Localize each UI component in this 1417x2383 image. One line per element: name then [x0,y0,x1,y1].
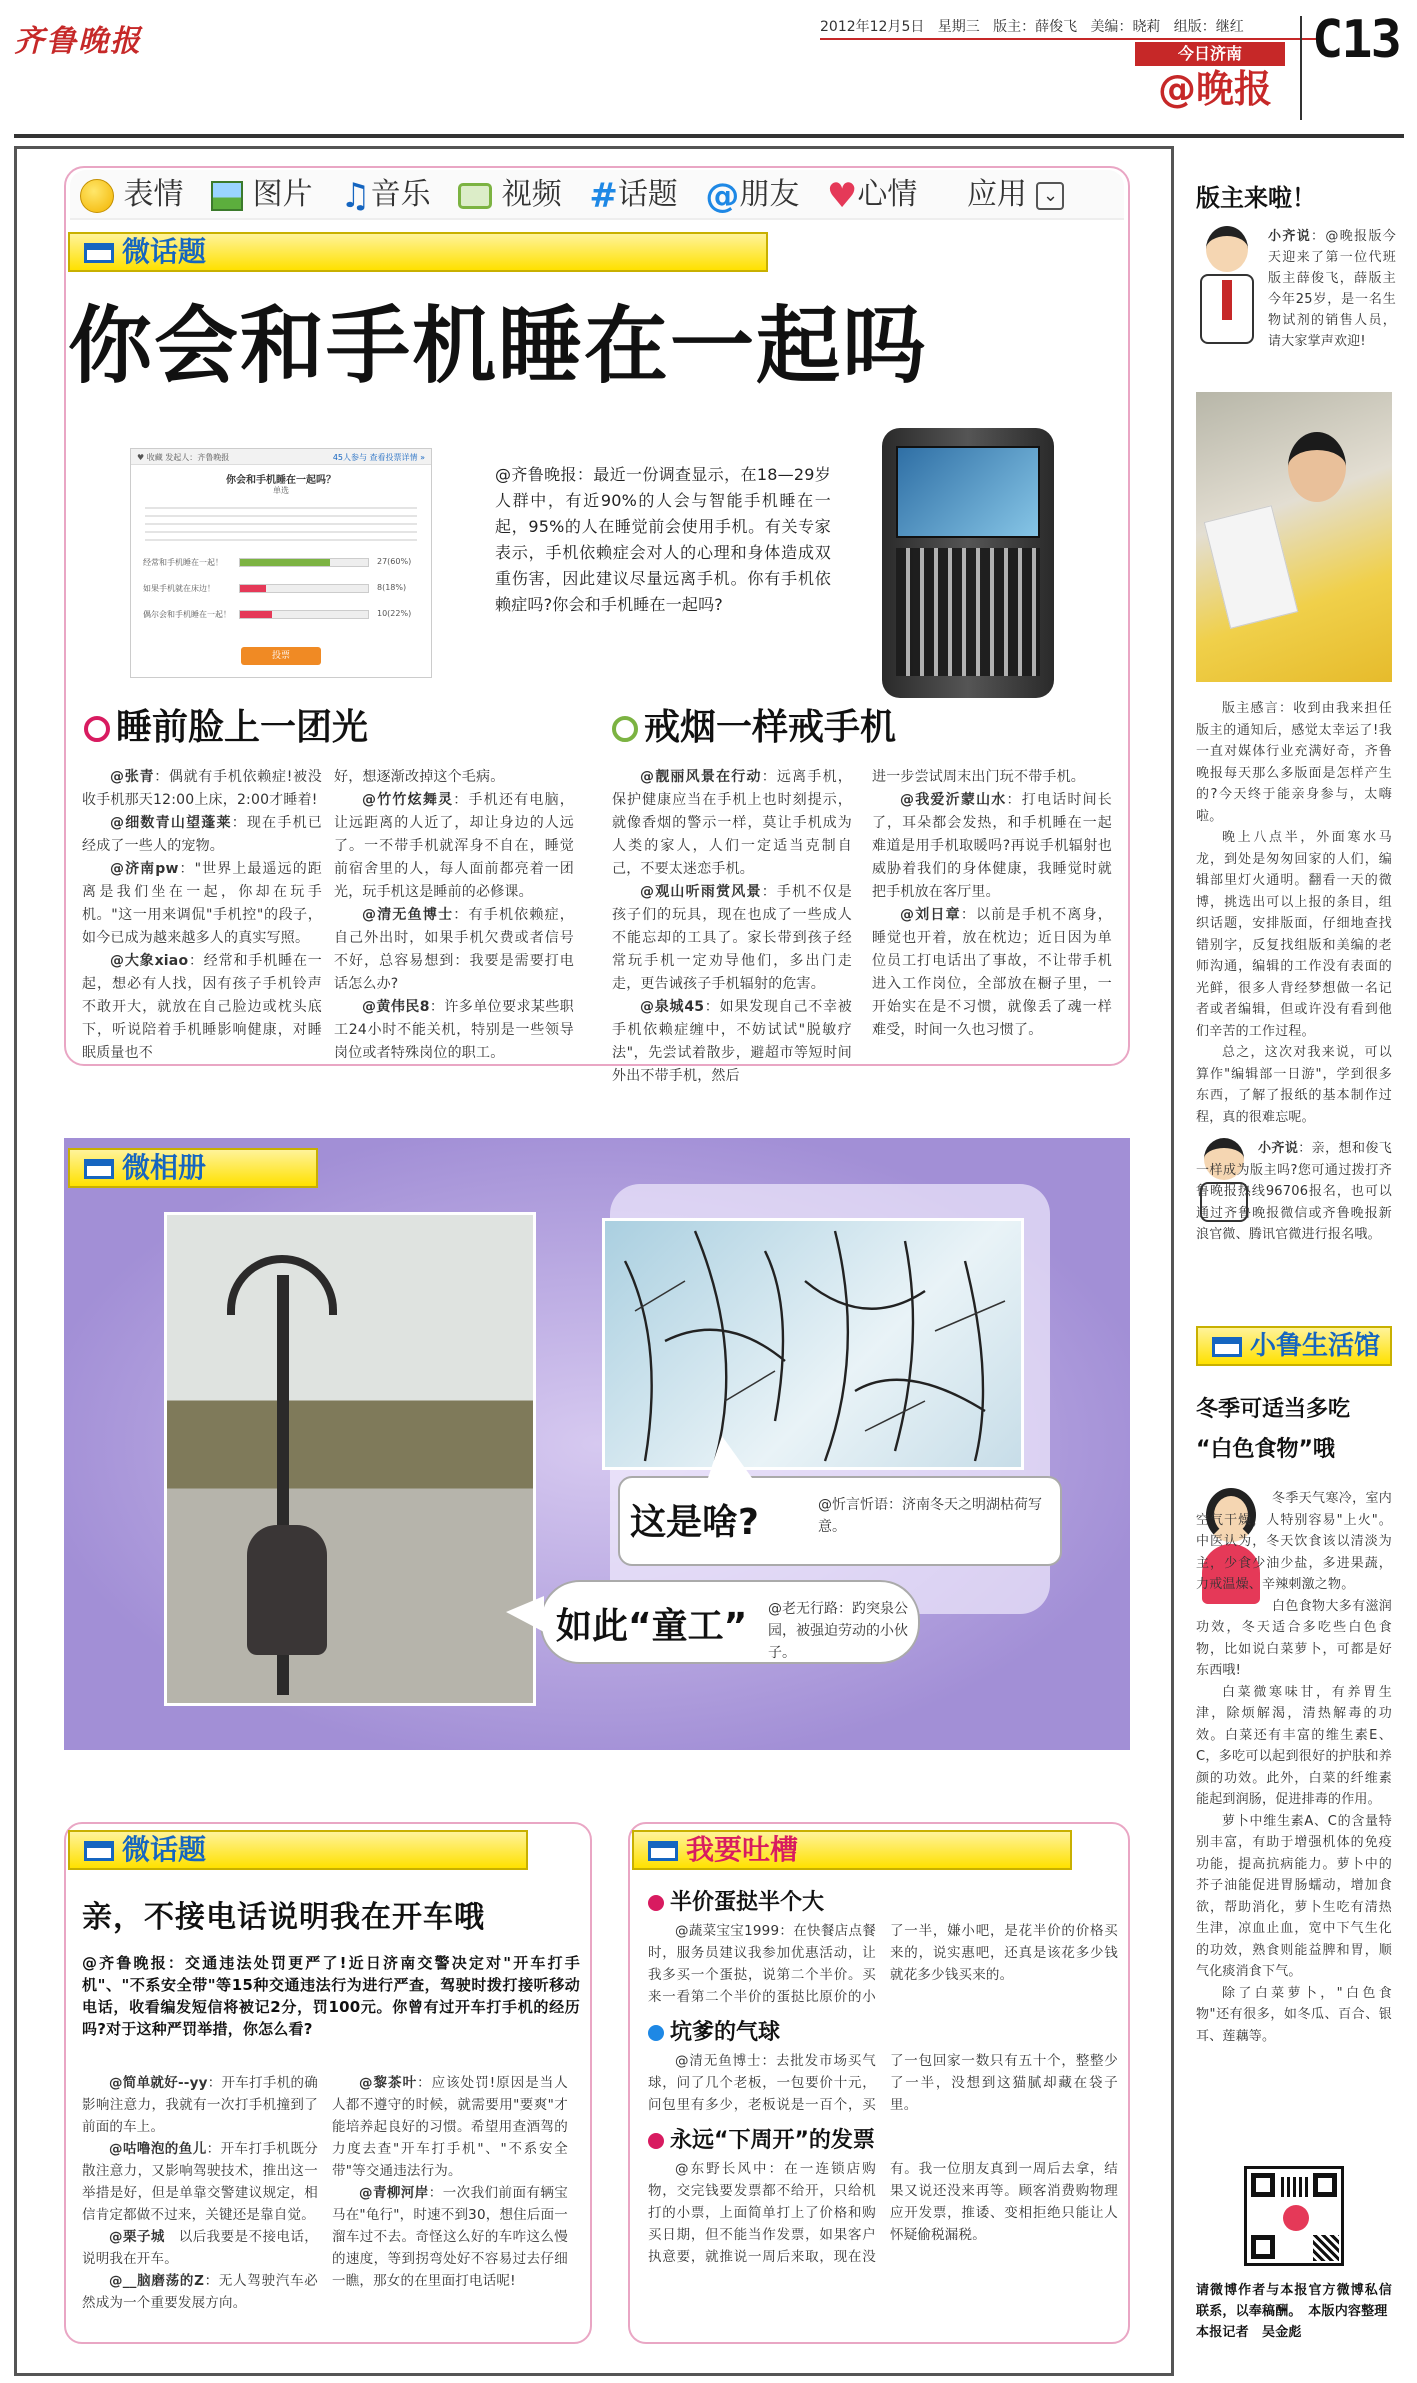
toolbar-image[interactable]: 图片 [211,177,313,212]
survey-option-count: 8(18%) [377,583,407,592]
page-number-divider [1300,16,1302,120]
comment [82,858,322,950]
comment-text: ：现在手机已经成了一些人的宠物。 [82,815,322,854]
complain-text: @东野长风中：在一连锁店购物，交完钱要发票都不给开，只给机打的小票，上面简单打上了价格和购买日期，但不能当作发票，如果客户执意要，就推说一周后来取，现在没有。我一位朋友真到一周后去拿，结果又说还没来再等。顾客消费购物理应开发票，推诿、变相拒绝只能让人怀疑偷税漏税。 [648,2161,1118,2265]
comment [334,766,574,789]
comment-user[interactable]: @张青 [110,769,155,785]
comment-text: ：打电话时间长了，耳朵都会发热，和手机睡在一起难道是用手机取暖吗?再说手机辐射也威胁着我们的身体健康，我睡觉时就把手机放在客厅里。 [872,792,1113,900]
comment-text: ：经常和手机睡在一起，想必有人找，因有孩子手机铃声不敢开大，就放在自己脸边或枕头底下，听说陪着手机睡影响健康，对睡眠质量也不 [82,953,322,1061]
window-icon [84,1159,114,1179]
topic2-col1 [82,2072,318,2314]
comment-user[interactable]: @__脑磨荡的Z [109,2273,205,2289]
comment [332,2182,568,2292]
bubble-q1-pointer [708,1436,752,1478]
topic1-col2 [334,766,574,1065]
survey-subtitle: 单选 [273,486,289,495]
window-icon [648,1841,678,1861]
comment-user[interactable]: @竹竹炫舞灵 [362,792,454,808]
comment-text: ：应该处罚!原因是当人人都不遵守的时候，就需要用"要爽"才能培养起良好的习惯。希望用查酒驾的力度去查"开车打手机"、"不系安全带"等交通违法行为。 [332,2075,568,2179]
comment-user[interactable]: @泉城45 [640,999,705,1015]
comment-text: ：以前是手机不离身，睡觉也开着，放在枕边；近日因为单位员工打电话出了事故，不让带手机进入工作岗位，全部放在橱子里，一开始实在是不习惯，就像丢了魂一样难受，时间一久也习惯了。 [872,907,1112,1038]
comment-user[interactable]: @咕噜泡的鱼儿 [109,2141,207,2157]
comment [334,996,574,1065]
essay-paragraph: 总之，这次对我来说，可以算作"编辑部一日游"，学到很多东西，了解了报纸的基本制作过程，真的很难忘呢。 [1196,1045,1392,1125]
topic2-headline: 亲，不接电话说明我在开车哦 [82,1900,485,1935]
comment-user[interactable]: @简单就好--yy [109,2075,208,2091]
comment-user[interactable]: @栗子城 [109,2229,165,2245]
comment [334,904,574,996]
window-icon [1212,1337,1242,1357]
topic1-col4 [872,766,1112,1042]
comment-user[interactable]: @黎茶叶 [359,2075,418,2091]
topic1-sub1: 睡前脸上一团光 [84,704,368,752]
comment-text: ："世界上最遥远的距离是我们坐在一起，你却在玩手机。"这一用来调侃"手机控"的段子，如今已成为越来越多人的真实写照。 [82,861,322,946]
comment-text: ：开车打手机的确影响注意力，我就有一次打手机撞到了前面的车上。 [82,2075,318,2135]
complain-list [648,1886,1118,2268]
bullet-dot-icon [648,1895,664,1911]
topic1-col3 [612,766,852,1088]
life-paragraph: 白菜微寒味甘，有养胃生津，除烦解渴，清热解毒的功效。白菜还有丰富的维生素E、C，多吃可以起到很好的护肤和养颜的功效。此外，白菜的纤维素能起到润肠，促进排毒的作用。 [1196,1684,1392,1807]
lotus-photo [602,1218,1024,1470]
comment [334,789,574,904]
lotus-stems [605,1221,1021,1467]
sidebar-title: 版主来啦！ [1196,184,1316,212]
comment [872,789,1112,904]
survey-vote-button[interactable]: 投票 [241,647,321,665]
toolbar-mood[interactable]: ♥心情 [827,177,917,212]
music-icon: ♫ [340,175,371,216]
survey-option-label: 经常和手机睡在一起！ [143,558,223,567]
comment [612,881,852,996]
album-q1: 这是啥? [630,1502,759,1543]
topic2-lead: @齐鲁晚报：交通违法处罚更严了!近日济南交警决定对"开车打手机"、"不系安全带"等15种交通违法行为进行严查，驾驶时拨打接听移动电话，收看编发短信将被记2分，罚100元。你曾有过开车打手机的经历吗?对于这种严罚举措，你怎么看? [82,1954,580,2038]
editor-photo [1196,392,1392,682]
toolbar-music[interactable]: ♫音乐 [340,177,430,212]
complain-title: 半价蛋挞半个大 [648,1886,1118,1920]
toolbar-apply[interactable]: 应用 ⌄ [967,177,1065,212]
life-paragraph: 白色食物大多有滋润功效，冬天适合多吃些白色食物，比如说白菜萝卜，可都是好东西哦! [1196,1598,1392,1678]
life-paragraph: 冬季天气寒冷，室内空气干燥，人特别容易"上火"。中医认为，冬天饮食该以清淡为主，少食少油少盐，多进果蔬，力戒温燥、辛辣刺激之物。 [1196,1491,1392,1592]
survey-option-label: 如果手机就在床边！ [143,584,215,593]
survey-option-bar [239,610,369,619]
comment-user[interactable]: @刘日章 [900,907,961,923]
survey-option-count: 10(22%) [377,609,412,618]
comment-text: ：如果发现自己不幸被手机依赖症缠中，不妨试试"脱敏疗法"，先尝试着散步，避超市等短时间外出不带手机，然后 [612,999,852,1084]
comment-user[interactable]: @观山听雨赏风景 [640,884,762,900]
comment [82,2138,318,2226]
comment [332,2072,568,2182]
comment-text: ：手机还有电脑，让远距离的人近了，却让身边的人远了。一不带手机就浑身不自在，睡觉前宿舍里的人，每人面前都亮着一团光，玩手机这是睡前的必修课。 [334,792,574,900]
masthead-meta: 2012年12月5日 星期三 版主：薛俊飞 美编：晓莉 组版：继红 [820,19,1244,35]
bubble-q2-pointer [506,1596,544,1632]
at-icon: @ [705,175,740,216]
album-c2: @老无行路：趵突泉公园，被强迫劳动的小伙子。 [768,1601,908,1661]
newspaper-logo: 齐鲁晚报 [14,24,142,59]
survey-owner: ♥ 收藏 发起人：齐鲁晚报 [137,453,230,462]
comment-text: ：开车打手机既分散注意力，又影响驾驶技术，推出这一举措是好，但是单靠交警建议规定，相信肯定都做不过来，关键还是靠自觉。 [82,2141,318,2223]
comment [82,2270,318,2314]
toolbar-video[interactable]: 视频 [458,177,562,212]
smiley-icon [80,179,114,213]
toolbar-topic[interactable]: #话题 [589,177,678,212]
comment [82,2226,318,2270]
comment-user[interactable]: @靓丽风景在行动 [640,769,762,785]
survey-options [139,553,425,631]
album-q2: 如此“童工” [556,1606,748,1647]
window-icon [84,243,114,263]
complain-title: 永远“下周开”的发票 [648,2124,1118,2158]
comment-text: 以后我要是不接电话，说明我在开车。 [82,2229,318,2267]
masthead-bottom-rule [14,134,1404,138]
statue-photo [164,1212,536,1706]
comment [82,950,322,1065]
qr-caption: 请微博作者与本报官方微博私信联系，以奉稿酬。 本版内容整理 本报记者 吴金彪 [1196,2283,1392,2340]
bullet-dot-icon [648,2133,664,2149]
comment-user[interactable]: @我爱沂蒙山水 [900,792,1007,808]
comment-text: ：手机不仅是孩子们的玩具，现在也成了一些成人不能忘却的工具了。家长带到孩子经常玩手机一定劝导他们，多出门走走，更告诫孩子手机辐射的危害。 [612,884,852,992]
comment-text: ：许多单位要求某些职工24小时不能关机，特别是一些领导岗位或者特殊岗位的职工。 [334,999,574,1061]
comment-user[interactable]: @清无鱼博士 [362,907,454,923]
chevron-down-icon: ⌄ [1036,182,1064,210]
life-paragraph: 除了白菜萝卜，"白色食物"还有很多，如冬瓜、百合、银耳、莲藕等。 [1196,1985,1392,2044]
heart-icon: ♥ [826,175,858,216]
topic1-lead: @齐鲁晚报：最近一份调查显示，在18—29岁人群中，有近90%的人会与智能手机睡在一起，95%的人在睡觉前会使用手机。有关专家表示，手机依赖症会对人的心理和身体造成双重伤害，因此建议尽量远离手机。你有手机依赖症吗?你会和手机睡在一起吗? [495,465,831,614]
survey-count[interactable]: 45人参与 查看投票详情 » [332,453,425,462]
essay-paragraph: 版主感言：收到由我来担任版主的通知后，感觉太幸运了!我一直对媒体行业充满好奇，齐鲁晚报每天那么多版面是怎样产生的?今天终于能亲身参与，太嗨啦。 [1196,701,1392,824]
life-paragraph: 萝卜中维生素A、C的含量特别丰富，有助于增强机体的免疫功能，提高抗病能力。萝卜中的芥子油能促进胃肠蠕动，增加食欲，帮助消化，萝卜生吃有清热生津，凉血止血，宽中下气生化的功效，熟食则能益脾和胃，顺气化痰消食下气。 [1196,1813,1392,1979]
complain-text: @蔬菜宝宝1999：在快餐店点餐时，服务员建议我参加优惠活动，让我多买一个蛋挞，说第二个半价。买来一看第二个半价的蛋挞比原价的小了一半，嫌小吧，是花半价的价格买来的，说实惠吧，还真是该花多少钱就花多少钱买来的。 [648,1923,1118,2005]
topic2-col2 [332,2072,568,2292]
survey-option[interactable] [139,553,425,579]
topic2-tag: 微话题 [68,1830,528,1870]
life-tag: 小鲁生活馆 [1196,1326,1392,1366]
survey-option[interactable] [139,579,425,605]
comment [872,904,1112,1042]
topic1-sub2: 戒烟一样戒手机 [612,704,896,752]
sidebar-essay [1196,698,1392,1128]
survey-option[interactable] [139,605,425,631]
comment-user[interactable]: @黄伟民8 [362,999,430,1015]
survey-option-bar [239,584,369,593]
qr-code[interactable] [1244,2166,1344,2266]
circle-bullet-icon [612,716,638,742]
sidebar-outro: 小齐说：亲，想和俊飞一样成为版主吗?您可通过拨打齐鲁晚报热线96706报名，也可以通过齐鲁晚报微信或齐鲁晚报新浪官微、腾讯官微进行报名哦。 [1196,1141,1392,1242]
comment [612,766,852,881]
weibo-toolbar [70,170,1124,220]
survey-option-count: 27(60%) [377,557,412,566]
circle-bullet-icon [84,716,110,742]
comment [872,766,1112,789]
comment-text: ：无人驾驶汽车必然成为一个重要发展方向。 [82,2273,319,2311]
comment [82,2072,318,2138]
section-tag: 今日济南 [1135,42,1285,66]
survey-title: 你会和手机睡在一起吗？ [226,475,336,486]
masthead-rule [820,38,1316,40]
survey-option-bar [239,558,369,567]
life-title-2: “白色食物”哦 [1196,1437,1335,1462]
comment-user[interactable]: @大象xiao [110,953,189,969]
comment-user[interactable]: @济南pw [110,861,179,877]
comment-text: ：远离手机，保护健康应当在手机上也时刻提示，就像香烟的警示一样，莫让手机成为人类的家人，人们一定适当克制自己，不要太迷恋手机。 [612,769,852,877]
essay-paragraph: 晚上八点半，外面寒水马龙，到处是匆匆回家的人们，编辑部里灯火通明。翻看一天的微博，挑选出可以上报的条目，组织话题，安排版面，仔细地查找错别字，反复找组版和美编的老师沟通，编辑的工作没有表面的光鲜，很多人背经梦想做一名记者或者编辑，但或许没有看到他们辛苦的工作过程。 [1196,830,1392,1039]
tv-icon [458,183,492,209]
phone-photo [868,428,1068,698]
album-c1: @忻言忻语：济南冬天之明湖枯荷写意。 [818,1497,1042,1535]
topic1-tag: 微话题 [68,232,768,272]
complain-tag: 我要吐槽 [632,1830,1072,1870]
section-brand: @晚报 [1158,67,1273,111]
comment [82,766,322,812]
life-body [1196,1488,1392,2047]
comment-user[interactable]: @细数青山望蓬莱 [110,815,232,831]
comment-text: ：一次我们前面有辆宝马在"龟行"，时速不到30，想住后面一溜车过不去。奇怪这么好的车咋这么慢的速度，等到拐弯处好不容易过去仔细一瞧，那女的在里面打电话呢! [332,2185,568,2289]
comment-text: 进一步尝试周末出门玩不带手机。 [872,769,1085,785]
survey-widget [130,448,432,678]
topic1-col1 [82,766,322,1065]
survey-option-label: 偶尔会和手机睡在一起！ [143,610,231,619]
window-icon [84,1841,114,1861]
album-tag: 微相册 [68,1148,318,1188]
life-title-1: 冬季可适当多吃 [1196,1397,1351,1422]
comment-text: ：偶就有手机依赖症!被没收手机那天12:00上床，2:00才睡着! [82,769,322,808]
complain-text: @清无鱼博士：去批发市场买气球，问了几个老板，一包要价十元，问包里有多少，老板说是一百个，买了一包回家一数只有五十个，整整少了一半，没想到这猫腻却藏在袋子里。 [648,2053,1118,2113]
hash-icon: # [589,175,618,216]
comment-user[interactable]: @青柳河岸 [359,2185,429,2201]
survey-desc-lines [145,501,417,541]
comment [612,996,852,1088]
toolbar-emoji[interactable]: 表情 [80,177,184,212]
topic1-headline: 你会和手机睡在一起吗 [68,297,929,395]
sidebar-intro: 小齐说：@晚报版今天迎来了第一位代班版主薛俊飞，薛版主今年25岁，是一名生物试剂的销售人员，请大家掌声欢迎! [1268,229,1396,349]
bullet-dot-icon [648,2025,664,2041]
comment [82,812,322,858]
comment-text: 好，想逐渐改掉这个毛病。 [334,769,505,785]
comment-text: ：有手机依赖症，自己外出时，如果手机欠费或者信号不好，总容易想到：我要是需要打电话怎么办? [334,907,574,992]
cartoon-avatar [1196,226,1258,358]
toolbar-friends[interactable]: @朋友 [705,177,799,212]
image-icon [211,181,243,211]
complain-title: 坑爹的气球 [648,2016,1118,2050]
page-number: C13 [1312,10,1400,70]
